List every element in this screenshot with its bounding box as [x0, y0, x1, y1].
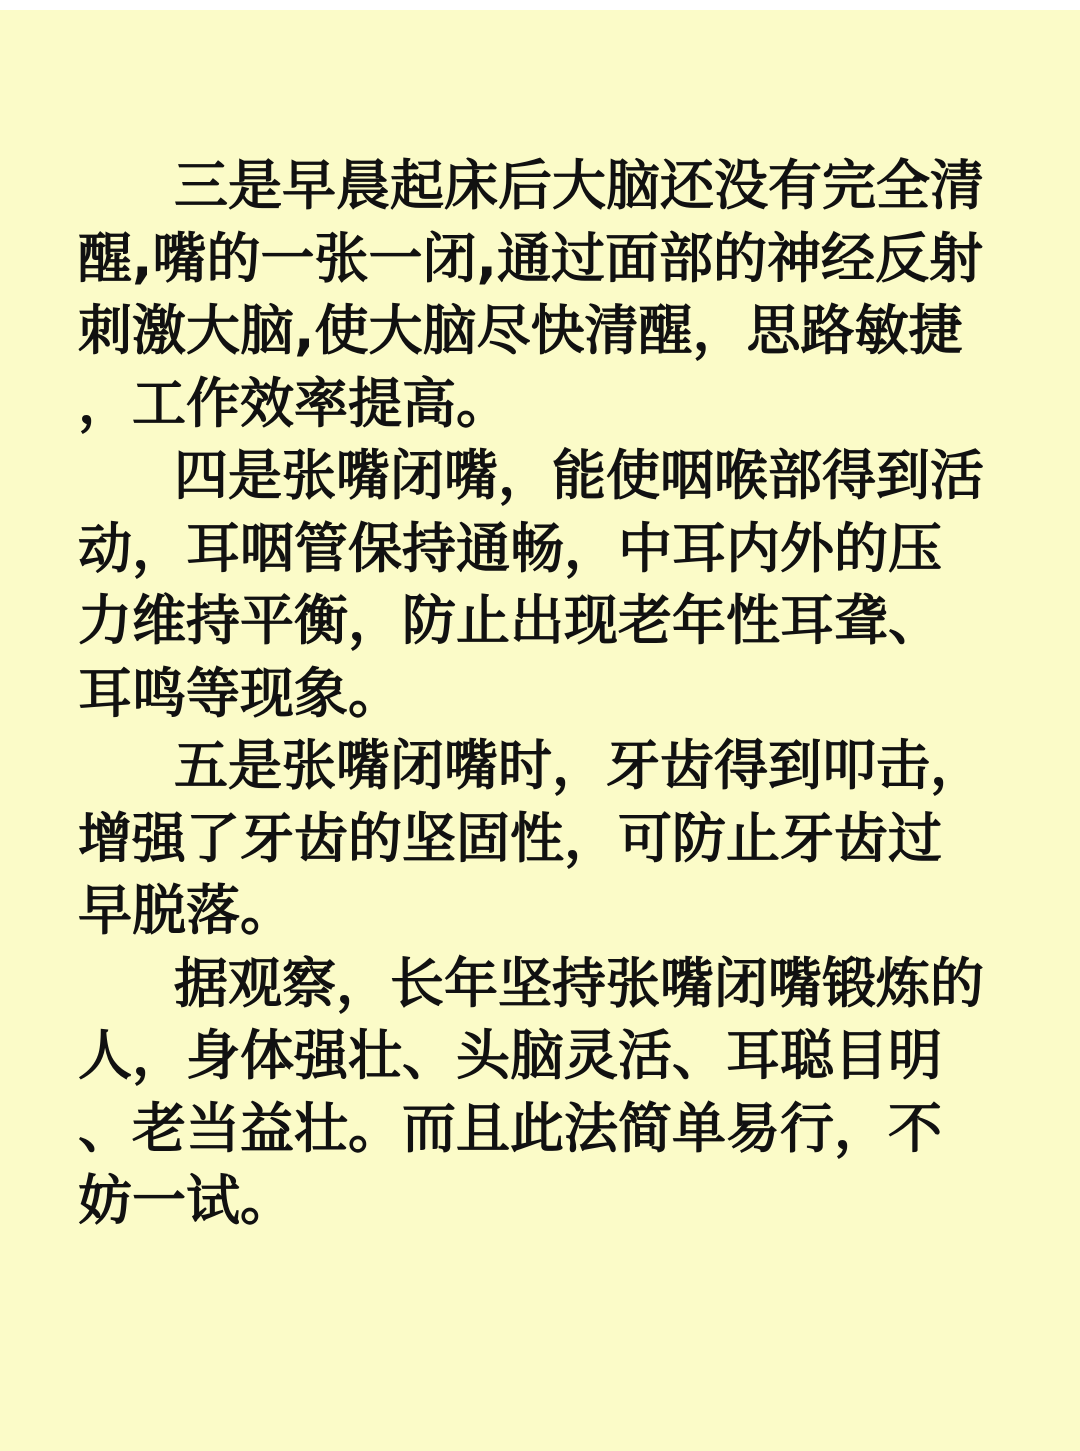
paragraph-4-line-3: 力维持平衡，防止出现老年性耳聋、: [78, 589, 942, 652]
paragraph-4-line-2: 动，耳咽管保持通畅，中耳内外的压: [78, 516, 942, 580]
paragraph-4-line-1: 四是张嘴闭嘴，能使咽喉部得到活: [174, 444, 984, 507]
paragraph-6-line-1: 据观察，长年坚持张嘴闭嘴锻炼的: [174, 951, 984, 1015]
paragraph-6-line-2: 人，身体强壮、头脑灵活、耳聪目明: [78, 1024, 942, 1087]
paragraph-5-line-2: 增强了牙齿的坚固性，可防止牙齿过: [78, 806, 942, 870]
paragraph-3-line-3: 刺激大脑,使大脑尽快清醒，思路敏捷: [78, 299, 963, 362]
paragraph-3-line-2: 醒,嘴的一张一闭,通过面部的神经反射: [78, 226, 984, 290]
paragraph-3-line-4: ，工作效率提高。: [78, 371, 510, 435]
paragraph-4-line-4: 耳鸣等现象。: [78, 661, 402, 725]
body-text: [78, 150, 988, 1238]
paragraph-5-line-3: 早脱落。: [78, 879, 294, 942]
paragraph-5-line-1: 五是张嘴闭嘴时，牙齿得到叩击，: [174, 734, 984, 797]
paragraph-6-line-4: 妨一试。: [78, 1169, 294, 1232]
paragraph-6-line-3: 、老当益壮。而且此法简单易行，不: [78, 1096, 942, 1160]
paragraph-3-line-1: 三是早晨起床后大脑还没有完全清: [174, 154, 984, 217]
